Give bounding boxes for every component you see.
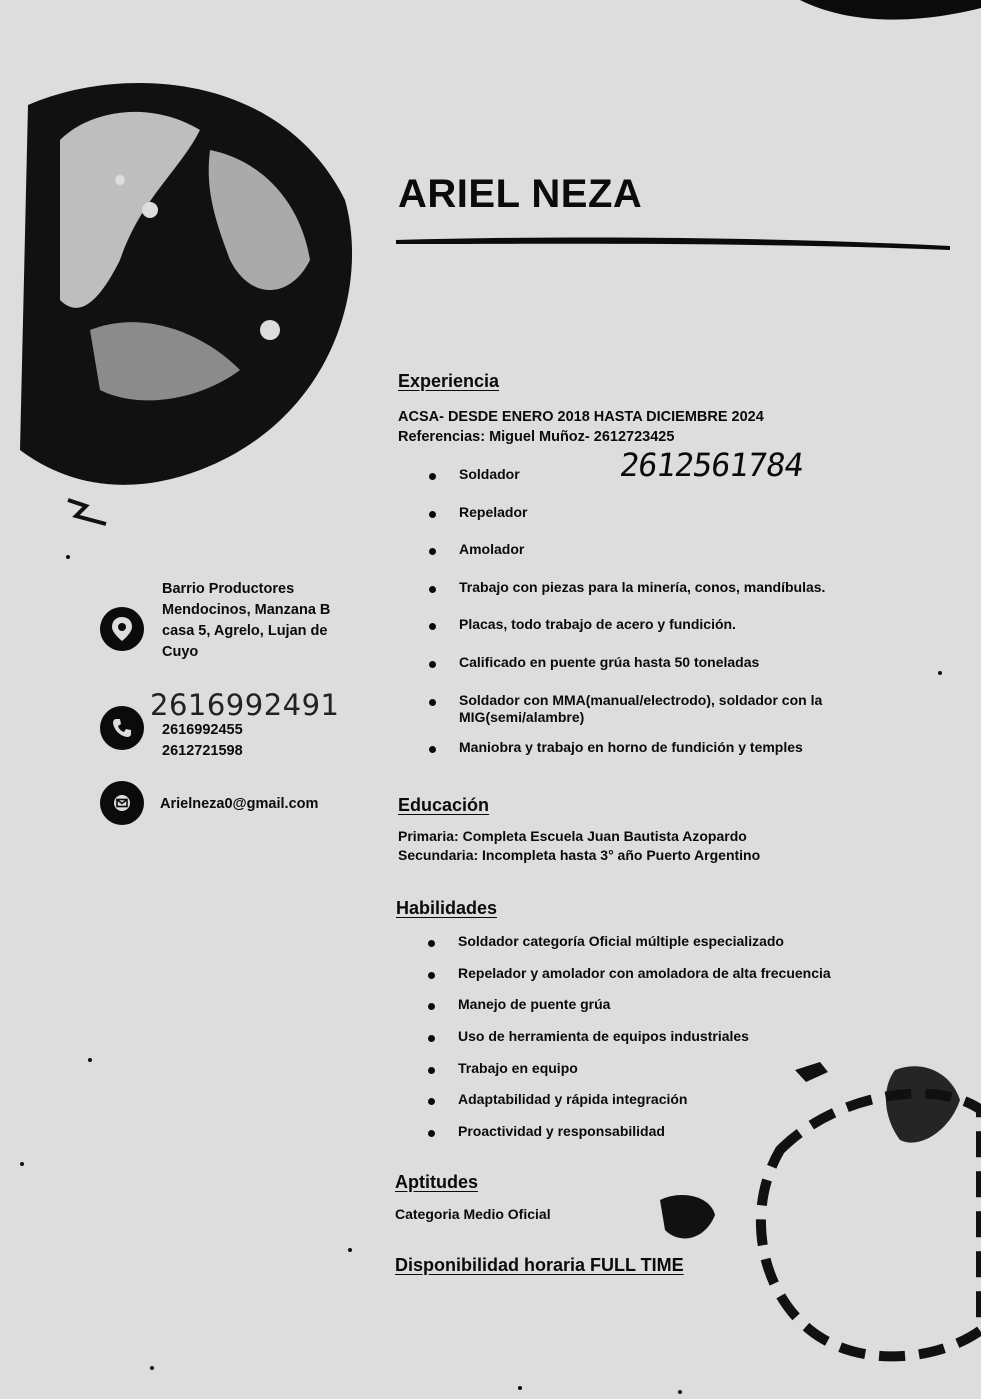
list-item: Repelador	[427, 504, 859, 542]
list-item: Maniobra y trabajo en horno de fundición y temples	[427, 739, 859, 777]
aptitudes-heading: Aptitudes	[395, 1172, 478, 1192]
profile-photo	[20, 83, 352, 524]
phone-icon	[100, 706, 144, 750]
name-underline	[396, 232, 952, 252]
education-secondary: Secundaria: Incompleta hasta 3° año Puerto Argentino	[398, 847, 761, 863]
candidate-name: ARIEL NEZA	[398, 172, 643, 216]
list-item: Trabajo con piezas para la minería, conos, mandíbulas.	[427, 579, 859, 617]
skills-list	[426, 933, 831, 1155]
list-item: Adaptabilidad y rápida integración	[426, 1091, 831, 1123]
experience-company: ACSA- DESDE ENERO 2018 HASTA DICIEMBRE 2024	[398, 409, 764, 425]
list-item: Repelador y amolador con amoladora de alta frecuencia	[426, 965, 831, 997]
location-pin-icon	[100, 607, 144, 651]
aptitudes-value: Categoria Medio Oficial	[395, 1206, 551, 1222]
list-item: Soldador categoría Oficial múltiple especializado	[426, 933, 831, 965]
experience-references: Referencias: Miguel Muñoz- 2612723425	[398, 429, 675, 445]
list-item: Placas, todo trabajo de acero y fundición.	[427, 616, 859, 654]
experience-heading: Experiencia	[398, 371, 500, 391]
availability-heading: Disponibilidad horaria FULL TIME	[395, 1255, 684, 1275]
list-item: Amolador	[427, 541, 859, 579]
contact-phones: 2616992455 2612721598	[162, 722, 243, 759]
list-item: Calificado en puente grúa hasta 50 toneladas	[427, 654, 859, 692]
experience-list	[427, 466, 859, 777]
phone-overlay-text: 2616992491	[150, 688, 340, 722]
mail-icon	[100, 781, 144, 825]
contact-address: Barrio Productores Mendocinos, Manzana B casa 5, Agrelo, Lujan de Cuyo	[162, 581, 331, 660]
list-item: Trabajo en equipo	[426, 1060, 831, 1092]
education-heading: Educación	[398, 795, 490, 815]
list-item: Proactividad y responsabilidad	[426, 1123, 831, 1155]
list-item: Soldador	[427, 466, 859, 504]
handwritten-phone: 2612561784	[617, 446, 806, 484]
list-item: Uso de herramienta de equipos industriales	[426, 1028, 831, 1060]
contact-email[interactable]: Arielneza0@gmail.com	[160, 796, 319, 812]
list-item: Manejo de puente grúa	[426, 996, 831, 1028]
skills-heading: Habilidades	[396, 898, 498, 918]
list-item: Soldador con MMA(manual/electrodo), soldador con la MIG(semi/alambre)	[427, 692, 859, 730]
education-primary: Primaria: Completa Escuela Juan Bautista Azopardo	[398, 828, 747, 844]
